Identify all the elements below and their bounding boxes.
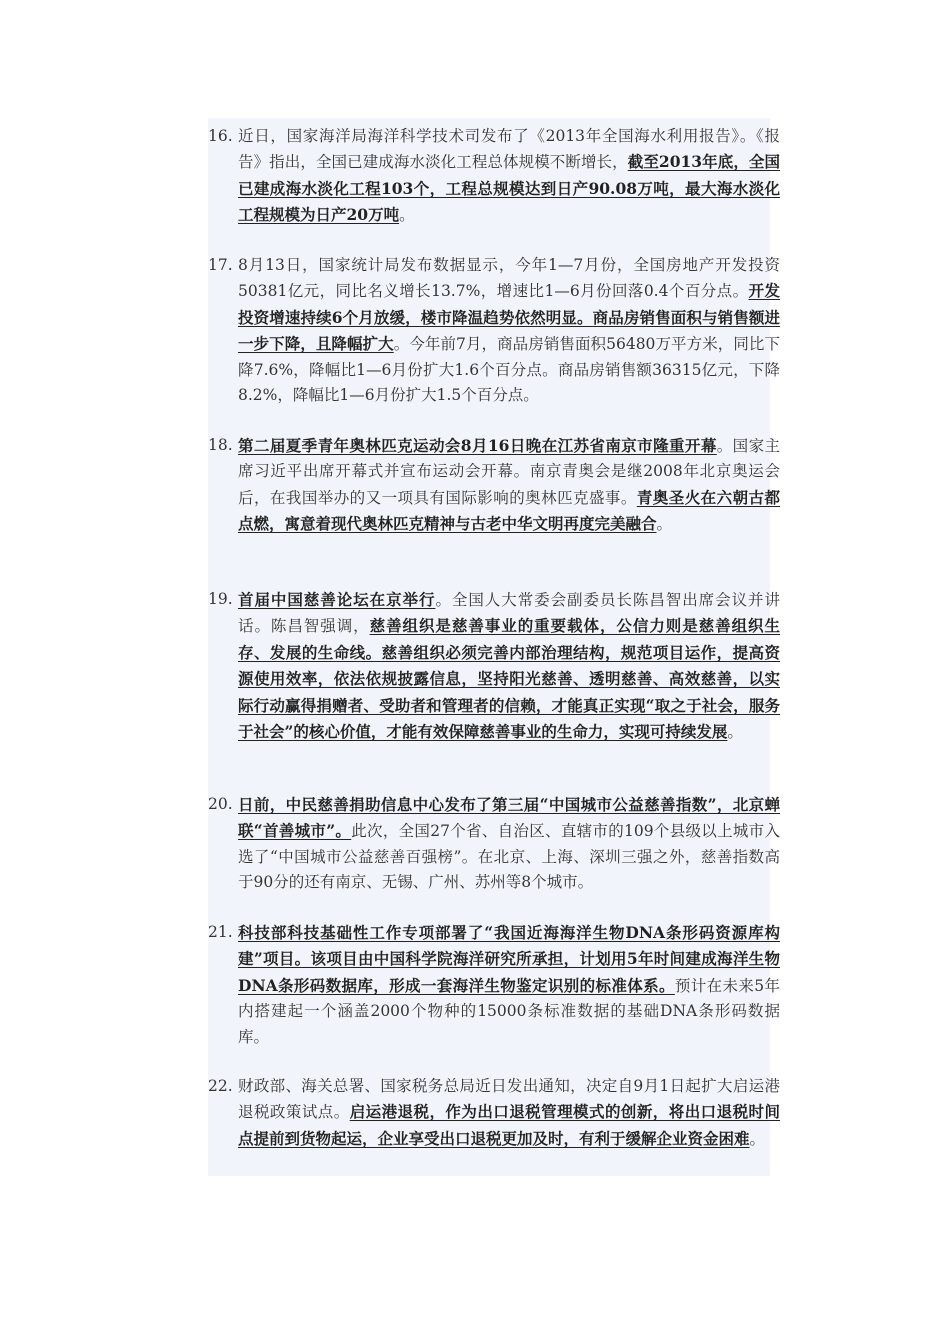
news-item-17: [208, 253, 780, 408]
highlighted-text: 启运港退税，作为出口退税管理模式的创新，将出口退税时间点提前到货物起运，企业享受出口退税更加及时，有利于缓解企业资金困难: [238, 1102, 780, 1148]
news-item-21: [208, 920, 780, 1050]
text-segment: 。全国人大常委会副委员长陈昌智出席会议并讲话。陈昌智强调，: [238, 591, 780, 636]
news-item-20: [208, 792, 780, 896]
item-number: 20.: [208, 795, 233, 813]
text-segment: 。国家主席习近平出席开幕式并宣布运动会开幕。南京青奥会是继2008年北京奥运会后，在我国举办的又一项具有国际影响的奥林匹克盛事。: [238, 437, 780, 507]
text-segment: 。: [749, 1129, 766, 1148]
text-segment: 。: [727, 723, 743, 742]
highlighted-text: 开发投资增速持续6个月放缓，楼市降温趋势依然明显。商品房销售面积与销售额进一步下降，且降幅扩大: [238, 281, 780, 354]
item-number: 21.: [208, 923, 233, 941]
highlighted-text: 第二届夏季青年奥林匹克运动会8月16日晚在江苏省南京市隆重开幕: [238, 436, 717, 455]
item-text: [238, 792, 780, 896]
text-segment: 此次，全国27个省、自治区、直辖市的109个县级以上城市入选了“中国城市公益慈善百强榜”。在北京、上海、深圳三强之外，慈善指数高于90分的还有南京、无锡、广州、苏州等8个城市。: [238, 822, 780, 892]
item-number: 17.: [208, 256, 233, 274]
news-item-16: [208, 124, 780, 229]
text-segment: 。: [656, 515, 673, 534]
text-segment: 预计在未来5年内搭建起一个涵盖2000个物种的15000条标准数据的基础DNA条形码数据库。: [238, 976, 780, 1046]
highlighted-text: 日前，中民慈善捐助信息中心发布了第三届“中国城市公益慈善指数”，北京蝉联“首善城市”。: [238, 795, 780, 841]
text-segment: 。: [399, 206, 415, 225]
item-text: [238, 920, 780, 1050]
item-number: 16.: [208, 127, 233, 145]
news-item-18: [208, 433, 780, 538]
item-text: [238, 124, 780, 229]
item-text: [238, 253, 780, 408]
text-segment: 财政部、海关总署、国家税务总局近日发出通知，决定自9月1日起扩大启运港退税政策试点。: [238, 1077, 780, 1122]
text-segment: 。今年前7月，商品房销售面积56480万平方米，同比下降7.6%，降幅比1—6月份扩大1.6个百分点。商品房销售额36315亿元，下降8.2%，降幅比1—6月份扩大1.5个百分点。: [238, 335, 780, 405]
news-item-22: [208, 1074, 780, 1152]
news-item-19: [208, 587, 780, 745]
highlighted-text: 截至2013年底，全国已建成海水淡化工程103个，工程总规模达到日产90.08万吨，最大海水淡化工程规模为日产20万吨: [238, 152, 780, 225]
item-number: 22.: [208, 1077, 233, 1095]
highlighted-text: 青奥圣火在六朝古都点燃，寓意着现代奥林匹克精神与古老中华文明再度完美融合: [238, 487, 780, 534]
highlighted-text: 科技部科技基础性工作专项部署了“我国近海海洋生物DNA条形码资源库构建”项目。该项目由中国科学院海洋研究所承担，计划用5年时间建成海洋生物DNA条形码数据库，形成一套海洋生物鉴定识别的标准体系。: [238, 923, 780, 995]
item-number: 18.: [208, 436, 233, 454]
highlighted-text: 首届中国慈善论坛在京举行: [238, 590, 436, 609]
item-number: 19.: [208, 590, 233, 608]
highlighted-text: 慈善组织是慈善事业的重要载体，公信力则是慈善组织生存、发展的生命线。慈善组织必须完善内部治理结构，规范项目运作，提高资源使用效率，依法依规披露信息，坚持阳光慈善、透明慈善、高效慈善，以实际行动赢得捐赠者、受助者和管理者的信赖，才能真正实现“取之于社会，服务于社会”的核心价值，才能有效保障慈善事业的生命力，实现可持续发展: [238, 616, 780, 742]
item-text: [238, 433, 780, 538]
item-text: [238, 587, 780, 745]
item-text: [238, 1074, 780, 1152]
text-segment: 8月13日，国家统计局发布数据显示，今年1—7月份，全国房地产开发投资50381亿元，同比名义增长13.7%，增速比1—6月份回落0.4个百分点。: [238, 256, 780, 301]
text-segment: 近日，国家海洋局海洋科学技术司发布了《2013年全国海水利用报告》。《报告》指出，全国已建成海水淡化工程总体规模不断增长，: [238, 127, 780, 172]
